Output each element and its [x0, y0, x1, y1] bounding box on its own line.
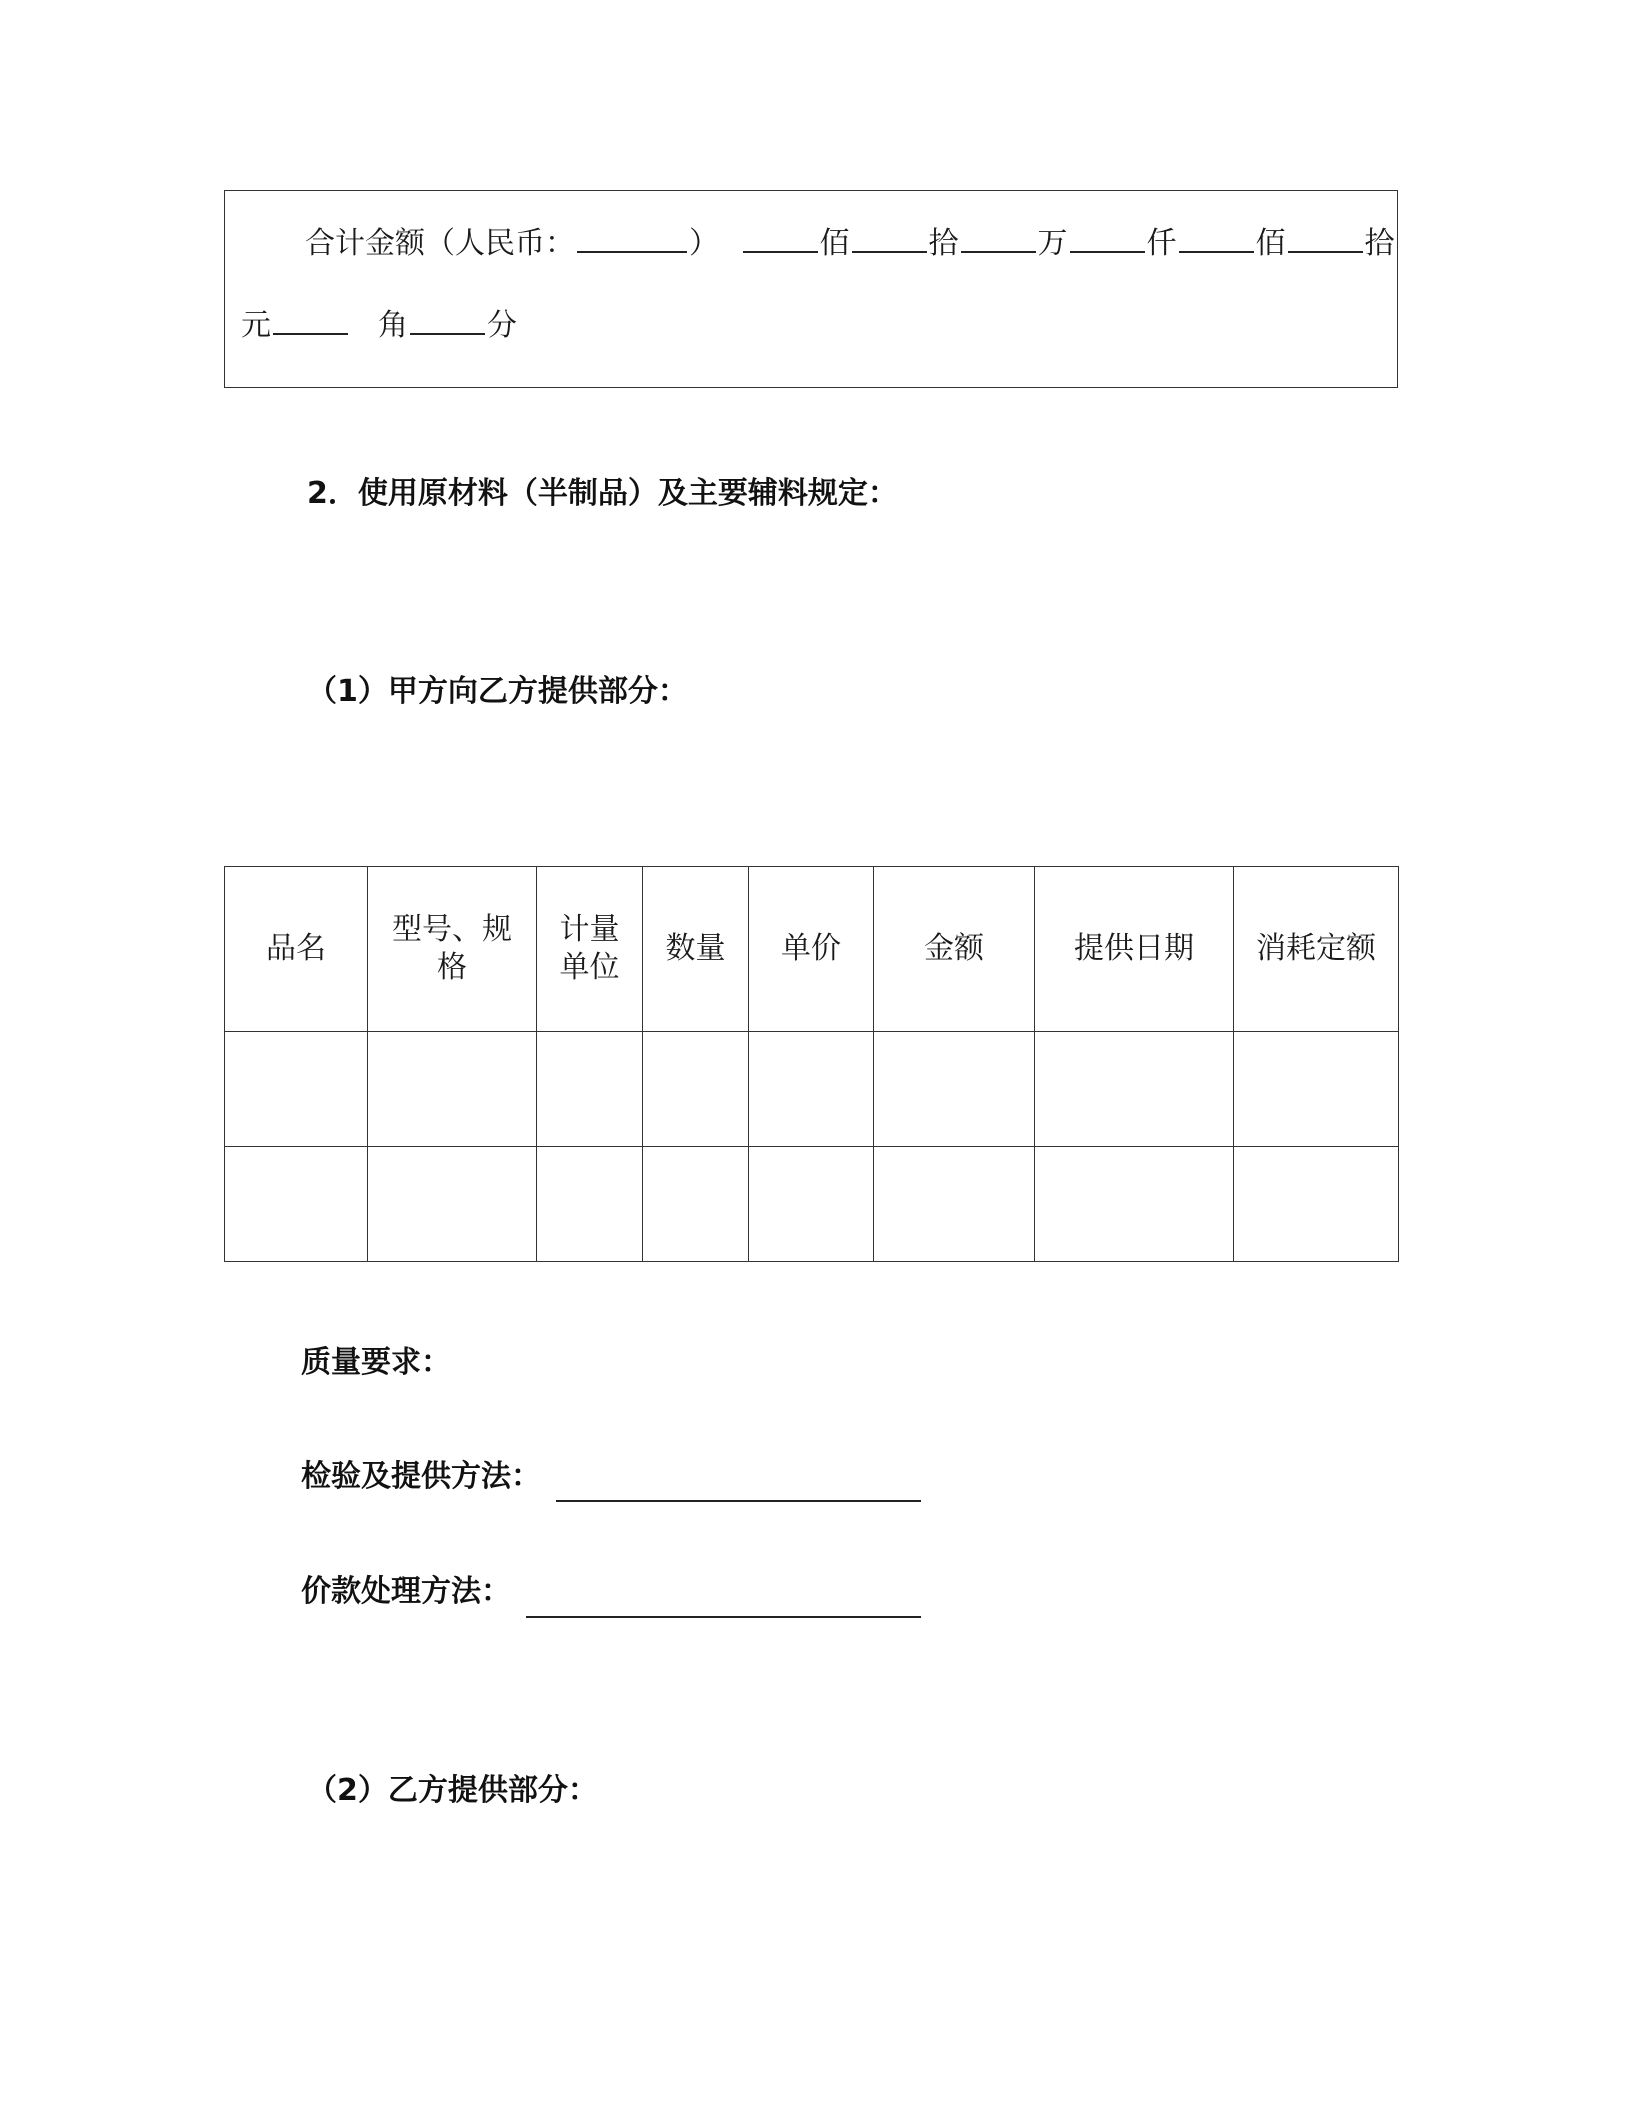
- table-cell[interactable]: [368, 1032, 537, 1147]
- blank-bai1[interactable]: [743, 250, 818, 253]
- payment-input-line[interactable]: [526, 1616, 921, 1618]
- unit-wan: 万: [1037, 226, 1068, 261]
- unit-shi1: 拾: [928, 226, 959, 261]
- header-quantity: 数量: [643, 867, 749, 1032]
- quality-label: 质量要求：: [301, 1345, 451, 1380]
- table-header-row: [225, 867, 1399, 1032]
- blank-jiao[interactable]: [410, 332, 485, 335]
- table-row: [225, 1032, 1399, 1147]
- blank-wan[interactable]: [961, 250, 1036, 253]
- blank-shi2[interactable]: [1288, 250, 1363, 253]
- table-cell[interactable]: [225, 1032, 368, 1147]
- table-cell[interactable]: [537, 1032, 643, 1147]
- close-paren: ）: [689, 226, 719, 261]
- table-cell[interactable]: [874, 1147, 1035, 1262]
- section2-title: 2．使用原材料（半制品）及主要辅料规定：: [307, 476, 898, 511]
- table-row: [225, 1147, 1399, 1262]
- header-unit: 计量单位: [537, 867, 643, 1032]
- header-consumption-quota: 消耗定额: [1234, 867, 1399, 1032]
- table-cell[interactable]: [643, 1032, 749, 1147]
- unit-yuan: 元: [241, 308, 271, 343]
- unit-shi2: 拾: [1364, 226, 1395, 261]
- table-cell[interactable]: [749, 1032, 874, 1147]
- blank-bai2[interactable]: [1179, 250, 1254, 253]
- table-cell[interactable]: [643, 1147, 749, 1262]
- currency-blank[interactable]: [577, 250, 687, 253]
- table-cell[interactable]: [537, 1147, 643, 1262]
- subsection1-title: （1）甲方向乙方提供部分：: [307, 674, 688, 709]
- table-cell[interactable]: [749, 1147, 874, 1262]
- unit-bai2: 佰: [1255, 226, 1286, 261]
- table-cell[interactable]: [225, 1147, 368, 1262]
- payment-label: 价款处理方法：: [301, 1574, 511, 1609]
- inspection-input-line[interactable]: [556, 1500, 921, 1502]
- table-cell[interactable]: [1035, 1147, 1234, 1262]
- table-cell[interactable]: [1234, 1147, 1399, 1262]
- amount-box: [224, 190, 1398, 388]
- unit-jiao: 角: [378, 308, 408, 343]
- header-unit-price: 单价: [749, 867, 874, 1032]
- inspection-label: 检验及提供方法：: [301, 1459, 541, 1494]
- table-cell[interactable]: [368, 1147, 537, 1262]
- header-model: 型号、规格: [368, 867, 537, 1032]
- unit-bai1: 佰: [819, 226, 850, 261]
- header-name: 品名: [225, 867, 368, 1032]
- amount-prefix: 合计金额（人民币：: [305, 226, 575, 261]
- subsection2-title: （2）乙方提供部分：: [307, 1773, 598, 1808]
- unit-fen: 分: [487, 308, 517, 343]
- blank-shi1[interactable]: [852, 250, 927, 253]
- amount-line-2: [241, 308, 517, 343]
- amount-line-1: [305, 226, 1395, 261]
- materials-table: [224, 866, 1399, 1262]
- table-cell[interactable]: [1234, 1032, 1399, 1147]
- blank-qian[interactable]: [1070, 250, 1145, 253]
- unit-qian: 仟: [1146, 226, 1177, 261]
- blank-yuan[interactable]: [273, 332, 348, 335]
- header-amount: 金额: [874, 867, 1035, 1032]
- table-cell[interactable]: [874, 1032, 1035, 1147]
- table-cell[interactable]: [1035, 1032, 1234, 1147]
- header-supply-date: 提供日期: [1035, 867, 1234, 1032]
